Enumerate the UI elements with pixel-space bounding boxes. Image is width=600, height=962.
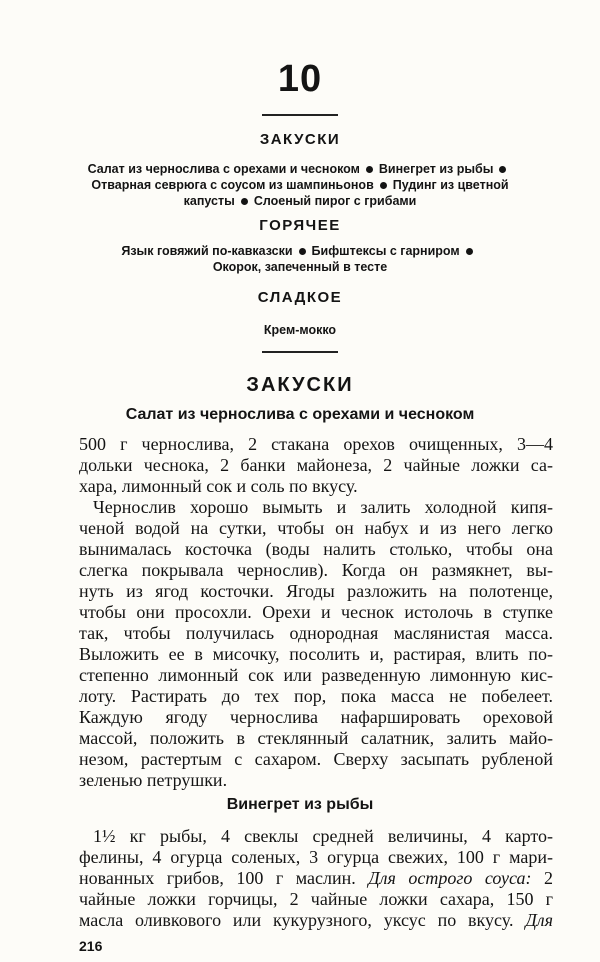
recipe-title: Салат из чернослива с орехами и чесноком — [125, 406, 475, 423]
recipe-text: нованных грибов, 100 г маслин. — [79, 868, 356, 888]
recipe-line — [79, 868, 553, 888]
recipe-line: Выложить ее в мисочку, посолить и, растирая, влить по- — [79, 644, 553, 664]
top-divider — [262, 114, 338, 116]
bullet-icon — [241, 198, 248, 205]
recipe-line: 1½ кг рыбы, 4 свеклы средней величины, 4 карто- — [93, 826, 553, 846]
recipe-line: степенно лимонный сок или разведенную лимонную кис- — [79, 665, 553, 685]
recipe-line: слегка покрывала чернослив). Когда он размякнет, вы- — [79, 560, 553, 580]
recipe-line: лоту. Растирать до тех пор, пока масса не побелеет. — [79, 686, 553, 706]
recipe-line: массой, положить в стеклянный салатник, залить майо- — [79, 728, 553, 748]
recipe-text-italic: Для острого соуса: — [368, 868, 532, 888]
menu-item: Язык говяжий по-кавказски — [121, 244, 293, 258]
menu-item: Пудинг из цветной — [392, 178, 509, 192]
recipe-text-italic: Для — [525, 910, 554, 930]
bullet-icon — [299, 248, 306, 255]
menu-heading-starters: ЗАКУСКИ — [259, 131, 341, 148]
recipe-text: масла оливкового или кукурузного, уксус по вкусу. — [79, 910, 514, 930]
chapter-number: 10 — [277, 58, 323, 100]
bullet-icon — [499, 166, 506, 173]
recipe-line: Чернослив хорошо вымыть и залить холодной кипя- — [93, 497, 553, 517]
menu-line — [0, 243, 600, 259]
recipe-line: вынималась косточка (воды налить столько, чтобы она — [79, 539, 553, 559]
menu-item: Бифштексы с гарниром — [311, 244, 460, 258]
menu-item: капусты — [183, 194, 235, 208]
recipe-line: чтобы они просохли. Орехи и чеснок истолочь в ступке — [79, 602, 553, 622]
bullet-icon — [366, 166, 373, 173]
menu-item: Отварная севрюга с соусом из шампиньонов — [91, 178, 374, 192]
bullet-icon — [380, 182, 387, 189]
menu-item: Слоеный пирог с грибами — [253, 194, 417, 208]
recipe-line: Каждую ягоду чернослива нафаршировать ореховой — [79, 707, 553, 727]
bottom-divider — [262, 351, 338, 353]
menu-heading-sweet: СЛАДКОЕ — [257, 289, 343, 306]
menu-item: Окорок, запеченный в тесте — [212, 260, 388, 274]
menu-line — [0, 177, 600, 193]
menu-item: Крем-мокко — [263, 323, 337, 337]
menu-item: Салат из чернослива с орехами и чесноком — [87, 162, 360, 176]
recipe-line: незом, растертым с сахаром. Сверху засыпать рубленой — [79, 749, 553, 769]
menu-item: Винегрет из рыбы — [378, 162, 494, 176]
menu-line — [0, 322, 600, 338]
recipe-line: фелины, 4 огурца соленых, 3 огурца свежих, 100 г мари- — [79, 847, 553, 867]
recipe-line: 500 г чернослива, 2 стакана орехов очищенных, 3—4 — [79, 434, 553, 454]
menu-heading-hot: ГОРЯЧЕЕ — [259, 217, 341, 234]
menu-line — [0, 259, 600, 275]
recipe-title: Винегрет из рыбы — [226, 796, 374, 813]
section-title: ЗАКУСКИ — [246, 374, 354, 396]
recipe-line: хара, лимонный сок и соль по вкусу. — [79, 476, 358, 496]
recipe-line: чайные ложки горчицы, 2 чайные ложки сахара, 150 г — [79, 889, 553, 909]
recipe-line: так, чтобы получилась однородная маслянистая масса. — [79, 623, 553, 643]
recipe-line: зеленью петрушки. — [79, 770, 228, 790]
recipe-line — [79, 910, 553, 930]
page-number: 216 — [79, 938, 103, 954]
menu-line — [0, 193, 600, 209]
recipe-line: нуть из ягод косточки. Ягоды разложить на полотенце, — [79, 581, 553, 601]
bullet-icon — [466, 248, 473, 255]
menu-line — [0, 161, 600, 177]
recipe-line: ченой водой на сутки, чтобы он набух и из него легко — [79, 518, 553, 538]
recipe-text: 2 — [544, 868, 554, 888]
recipe-line: дольки чеснока, 2 банки майонеза, 2 чайные ложки са- — [79, 455, 553, 475]
